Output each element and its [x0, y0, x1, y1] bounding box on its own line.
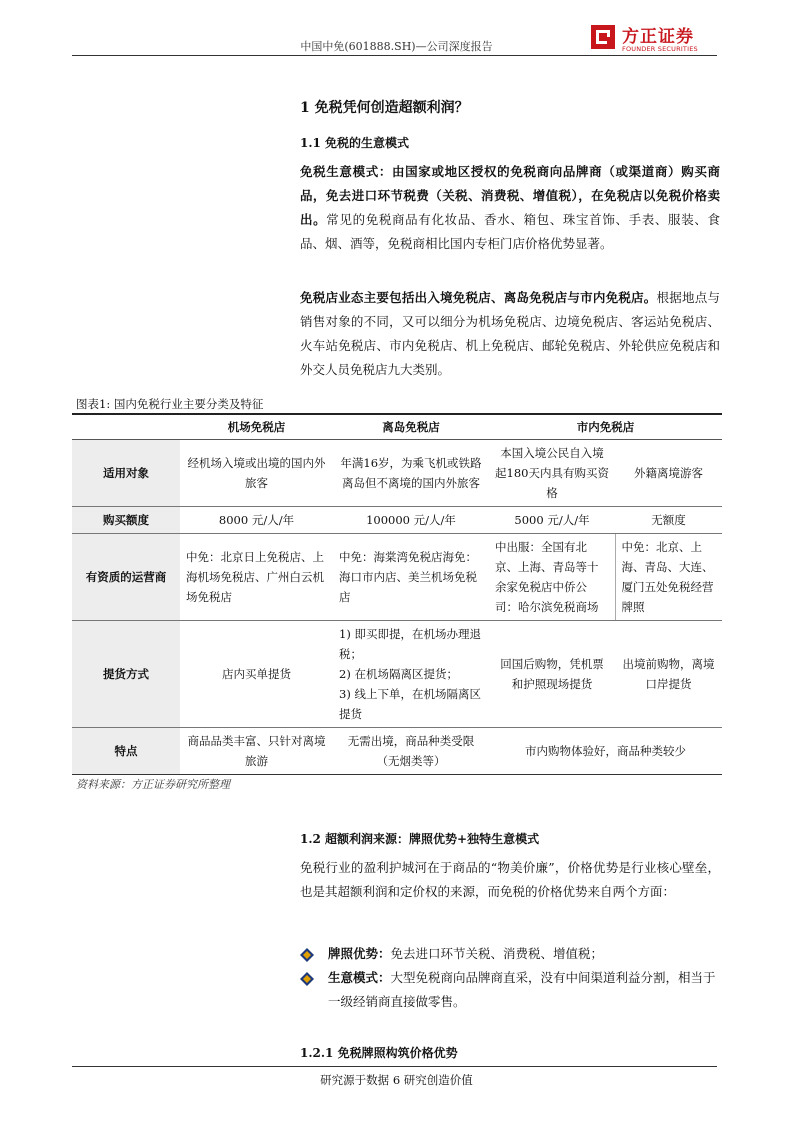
list-item-title: 牌照优势： — [328, 946, 391, 961]
table-header-row — [72, 414, 722, 440]
paragraph-body: 根据地点与销售对象的不同，又可以细分为机场免税店、边境免税店、客运站免税店、火车站免税店、市内免税店、机上免税店、邮轮免税店、外轮供应免税店和外交人员免税店九大类别。 — [300, 290, 720, 377]
table-header-cell: 机场免税店 — [180, 414, 333, 440]
subsection-heading: 1.2.1 免税牌照构筑价格优势 — [300, 1046, 458, 1060]
paragraph-duty-free-model — [300, 160, 720, 256]
table-cell: 回国后购物，凭机票和护照现场提货 — [489, 621, 615, 728]
logo-chinese-name: 方正证券 — [622, 27, 694, 47]
table-cell: 年满16岁，为乘飞机或铁路离岛但不离境的国内外旅客 — [333, 440, 489, 507]
table-cell: 8000 元/人/年 — [180, 507, 333, 534]
list-item-text: 大型免税商向品牌商直采，没有中间渠道利益分割，相当于一级经销商直接做零售。 — [328, 970, 716, 1009]
table-cell — [333, 621, 489, 728]
table-cell: 出境前购物，离境口岸提货 — [615, 621, 722, 728]
list-item — [300, 942, 720, 966]
row-label: 有资质的运营商 — [72, 534, 180, 621]
table-cell: 经机场入境或出境的国内外旅客 — [180, 440, 333, 507]
table-cell: 中免：海棠湾免税店海免：海口市内店、美兰机场免税店 — [333, 534, 489, 621]
pickup-option: 2) 在机场隔离区提货； — [339, 667, 458, 681]
table-row — [72, 507, 722, 534]
table-cell: 外籍离境游客 — [615, 440, 722, 507]
brand-logo — [590, 20, 715, 58]
table-cell: 5000 元/人/年 — [489, 507, 615, 534]
table-cell: 商品品类丰富、只针对离境旅游 — [180, 728, 333, 775]
row-label: 适用对象 — [72, 440, 180, 507]
footer-slogan: 研究源于数据 6 研究创造价值 — [320, 1073, 473, 1087]
list-item-text: 免去进口环节关税、消费税、增值税； — [390, 946, 604, 961]
table-cell: 中出服：全国有北京、上海、青岛等十余家免税店中侨公司：哈尔滨免税商场 — [489, 534, 615, 621]
paragraph-bold-lead: 免税店业态主要包括出入境免税店、离岛免税店与市内免税店。 — [300, 290, 657, 305]
subsection-heading: 1.2 超额利润来源：牌照优势+独特生意模式 — [300, 832, 540, 846]
list-item — [300, 966, 720, 1014]
logo-english-name: FOUNDER SECURITIES — [622, 45, 698, 53]
founder-logo-icon — [590, 24, 616, 50]
pickup-option: 1) 即买即提，在机场办理退税； — [339, 627, 481, 661]
section-heading: 1 免税凭何创造超额利润？ — [300, 100, 469, 116]
table-row — [72, 621, 722, 728]
paragraph-price-advantage: 免税行业的盈利护城河在于商品的“物美价廉”，价格优势是行业核心壁垒，也是其超额利润和定价权的来源，而免税的价格优势来自两个方面： — [300, 860, 720, 899]
table-cell: 店内买单提货 — [180, 621, 333, 728]
table-header-cell — [72, 414, 180, 440]
table-header-cell: 市内免税店 — [489, 414, 722, 440]
table-cell: 无额度 — [615, 507, 722, 534]
subsection-heading: 1.1 免税的生意模式 — [300, 136, 410, 150]
table-row — [72, 728, 722, 775]
table-cell: 无需出境，商品种类受限（无烟类等） — [333, 728, 489, 775]
footer-divider — [72, 1066, 717, 1067]
table-cell: 市内购物体验好，商品种类较少 — [489, 728, 722, 775]
table-row — [72, 534, 722, 621]
duty-free-classification-table — [72, 413, 722, 775]
row-label: 特点 — [72, 728, 180, 775]
list-item-title: 生意模式： — [328, 970, 391, 985]
paragraph-store-types — [300, 286, 720, 382]
table-row — [72, 440, 722, 507]
table-source-note: 资料来源：方正证券研究所整理 — [76, 778, 230, 791]
report-header-title: 中国中免(601888.SH)—公司深度报告 — [300, 40, 493, 53]
paragraph-bold-lead: 免税生意模式：由国家或地区授权的免税商向品牌商（或渠道商）购买商品，免去进口环节税费（关税、消费税、增值税），在免税店以免税价格卖出。 — [300, 164, 720, 227]
table-header-cell: 离岛免税店 — [333, 414, 489, 440]
row-label: 购买额度 — [72, 507, 180, 534]
table-cell: 100000 元/人/年 — [333, 507, 489, 534]
diamond-bullet-icon — [300, 948, 314, 962]
pickup-option: 3) 线上下单，在机场隔离区提货 — [339, 687, 481, 721]
row-label: 提货方式 — [72, 621, 180, 728]
paragraph-body: 常见的免税商品有化妆品、香水、箱包、珠宝首饰、手表、服装、食品、烟、酒等，免税商相比国内专柜门店价格优势显著。 — [300, 212, 720, 251]
table-cell: 中免：北京、上海、青岛、大连、厦门五处免税经营牌照 — [615, 534, 722, 621]
table-caption: 图表1: 国内免税行业主要分类及特征 — [76, 397, 264, 411]
table-cell: 中免：北京日上免税店、上海机场免税店、广州白云机场免税店 — [180, 534, 333, 621]
diamond-bullet-icon — [300, 972, 314, 986]
table-cell: 本国入境公民自入境起180天内具有购买资格 — [489, 440, 615, 507]
advantage-list — [300, 942, 720, 1014]
